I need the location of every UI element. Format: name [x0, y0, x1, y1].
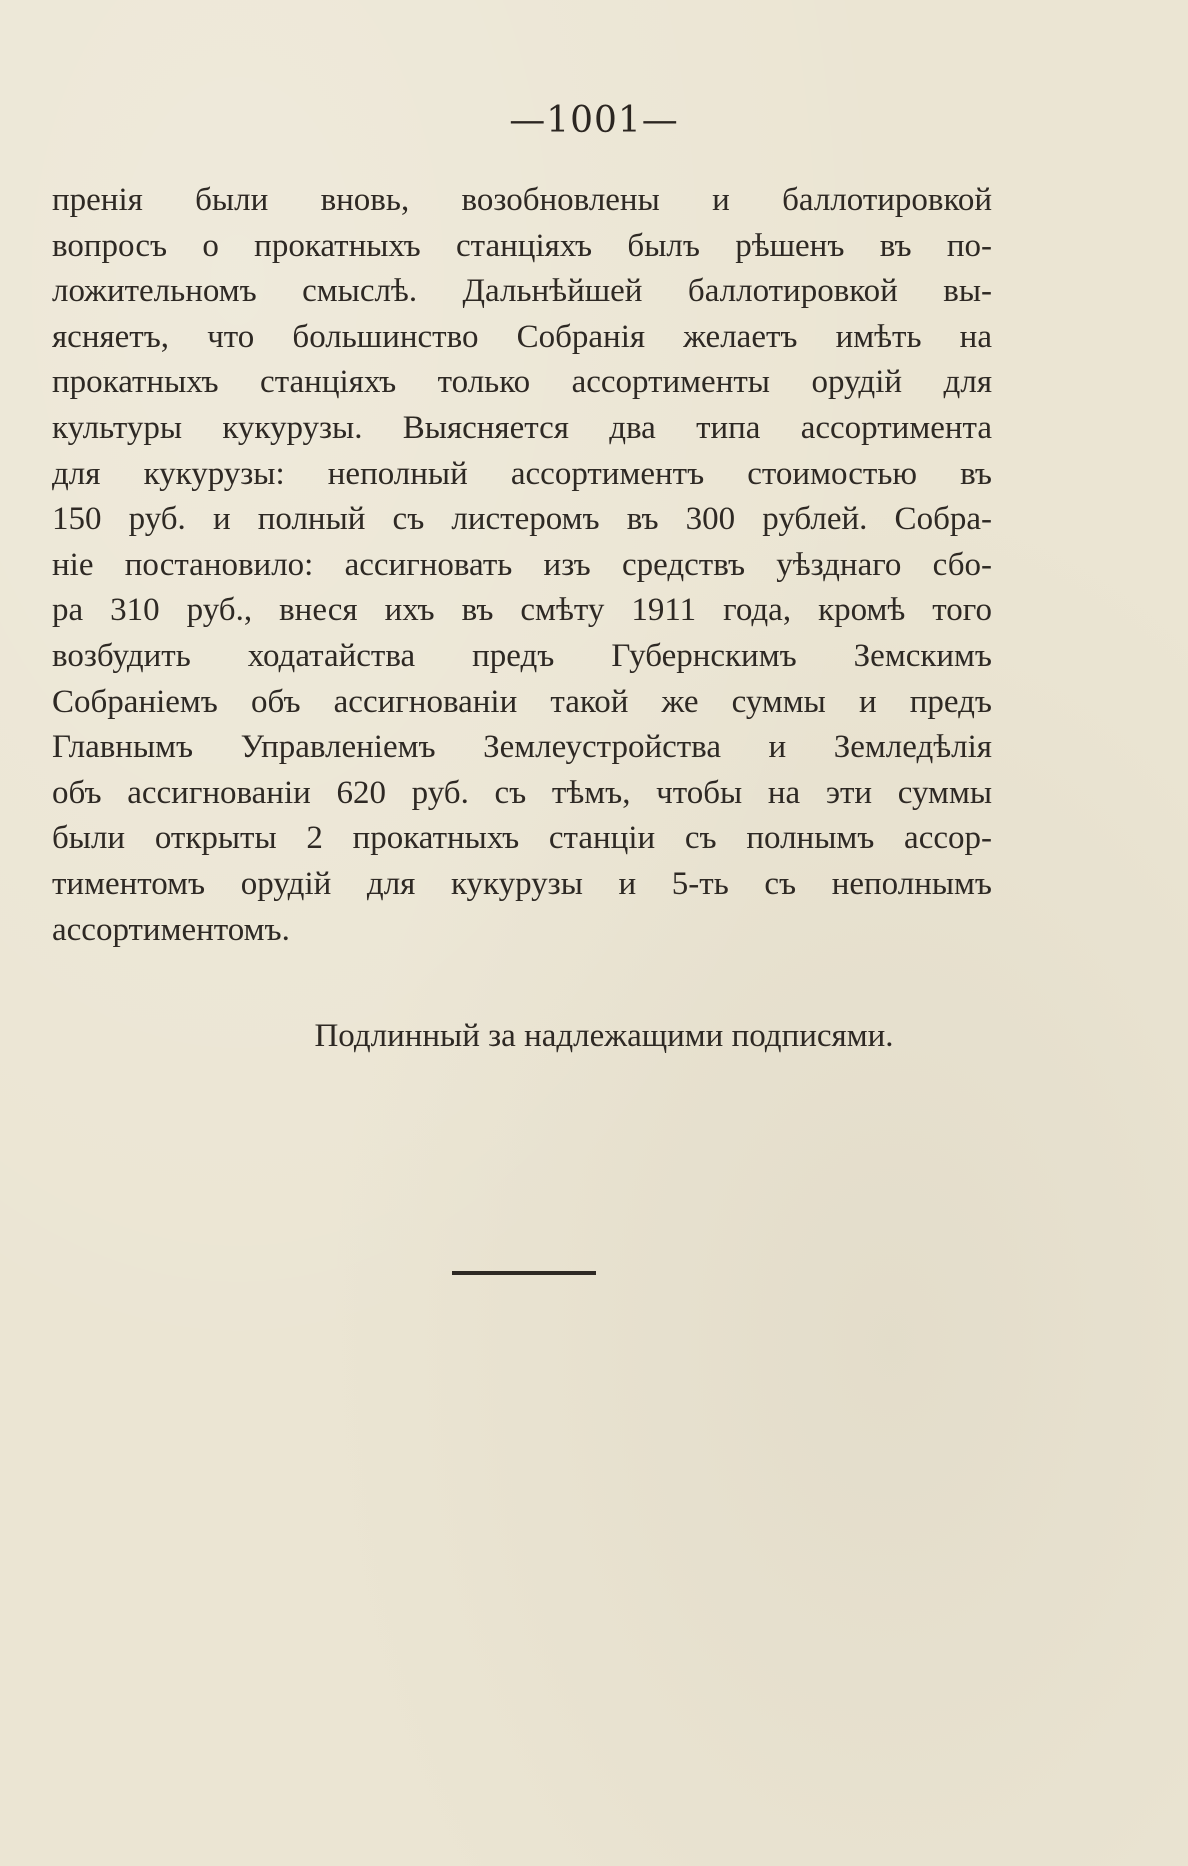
text-line: Собраніемъ объ ассигнованіи такой же суммы и предъ [52, 683, 992, 720]
text-line: ясняетъ, что большинство Собранія желаетъ имѣть на [52, 318, 992, 355]
text-line: прокатныхъ станціяхъ только ассортименты орудій для [52, 364, 992, 401]
text-line: пренія были вновь, возобновлены и баллотировкой [52, 182, 992, 218]
text-line: вопросъ о прокатныхъ станціяхъ былъ рѣшенъ въ по- [52, 227, 992, 264]
closing-rule-divider [452, 1271, 596, 1275]
text-line: культуры кукурузы. Выясняется два типа ассортимента [52, 409, 992, 446]
text-line: ніе постановило: ассигновать изъ средствъ уѣзднаго сбо- [52, 546, 992, 583]
text-line: объ ассигнованіи 620 руб. съ тѣмъ, чтобы на эти суммы [52, 774, 992, 811]
text-line: ассортиментомъ. [52, 911, 290, 948]
signature-note: Подлинный за надлежащими подписями. [314, 1018, 894, 1054]
page-number: —1001— [509, 100, 679, 141]
text-line: для кукурузы: неполный ассортиментъ стоимостью въ [52, 455, 992, 492]
text-line: тиментомъ орудій для кукурузы и 5-ть съ неполнымъ [52, 865, 992, 902]
text-line: были открыты 2 прокатныхъ станціи съ полнымъ ассор- [52, 820, 992, 857]
text-line: Главнымъ Управленіемъ Землеустройства и Земледѣлія [52, 729, 992, 766]
text-line: 150 руб. и полный съ листеромъ въ 300 рублей. Собра- [52, 501, 992, 538]
text-line: ложительномъ смыслѣ. Дальнѣйшей баллотировкой вы- [52, 273, 992, 310]
text-line: ра 310 руб., внеся ихъ въ смѣту 1911 года, кромѣ того [52, 592, 992, 629]
text-line: возбудить ходатайства предъ Губернскимъ Земскимъ [52, 637, 992, 674]
body-paragraph [52, 178, 992, 953]
